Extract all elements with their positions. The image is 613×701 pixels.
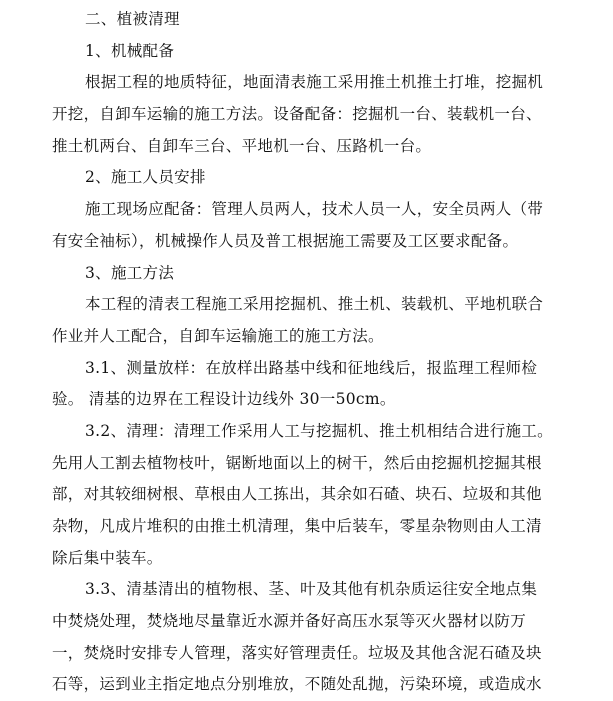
paragraph-line: 3.1、测量放样：在放样出路基中线和征地线后，报监理工程师检: [85, 358, 538, 377]
subsection-heading: 2、施工人员安排: [85, 168, 206, 187]
paragraph-line: 中焚烧处理，焚烧地尽量靠近水源并备好高压水泵等灭火器材以防万: [52, 612, 527, 631]
paragraph-line: 除后集中装车。: [52, 548, 163, 567]
section-heading: 二、植被清理: [85, 10, 180, 28]
paragraph-line: 根据工程的地质特征，地面清表施工采用推土机推土打堆，挖掘机: [85, 73, 544, 92]
paragraph-line: 3.3、清基清出的植物根、茎、叶及其他有机杂质运往安全地点集: [85, 580, 538, 599]
paragraph-line: 杂物，凡成片堆积的由推土机清理，集中后装车，零星杂物则由人工清: [52, 517, 542, 535]
subsection-heading: 3、施工方法: [85, 263, 175, 282]
paragraph-line: 本工程的清表工程施工采用挖掘机、推土机、装载机、平地机联合: [85, 295, 544, 314]
paragraph-line: 作业并人工配合，自卸车运输施工的施工方法。: [52, 326, 384, 345]
paragraph-line: 石等，运到业主指定地点分别堆放，不随处乱抛，污染环境，或造成水: [52, 675, 542, 694]
paragraph-line: 验。 清基的边界在工程设计边线外 30一50cm。: [52, 390, 396, 409]
paragraph-line: 部，对其较细树根、草根由人工拣出，其余如石碴、块石、垃圾和其他: [52, 485, 542, 504]
document-page: [52, 0, 588, 701]
paragraph-line: 开挖，自卸车运输的施工方法。设备配备：挖掘机一台、装载机一台、: [52, 105, 542, 124]
paragraph-line: 有安全袖标），机械操作人员及普工根据施工需要及工区要求配备。: [52, 231, 519, 250]
paragraph-line: 推土机两台、自卸车三台、平地机一台、压路机一台。: [52, 136, 432, 155]
paragraph-line: 施工现场应配备：管理人员两人，技术人员一人，安全员两人（带: [85, 200, 544, 219]
subsection-heading: 1、机械配备: [85, 41, 175, 60]
paragraph-line: 先用人工割去植物枝叶，锯断地面以上的树干，然后由挖掘机挖掘其根: [52, 453, 542, 472]
paragraph-line: 3.2、清理：清理工作采用人工与挖掘机、推土机相结合进行施工。: [85, 421, 553, 440]
paragraph-line: 一，焚烧时安排专人管理，落实好管理责任。垃圾及其他含泥石碴及块: [52, 643, 542, 662]
